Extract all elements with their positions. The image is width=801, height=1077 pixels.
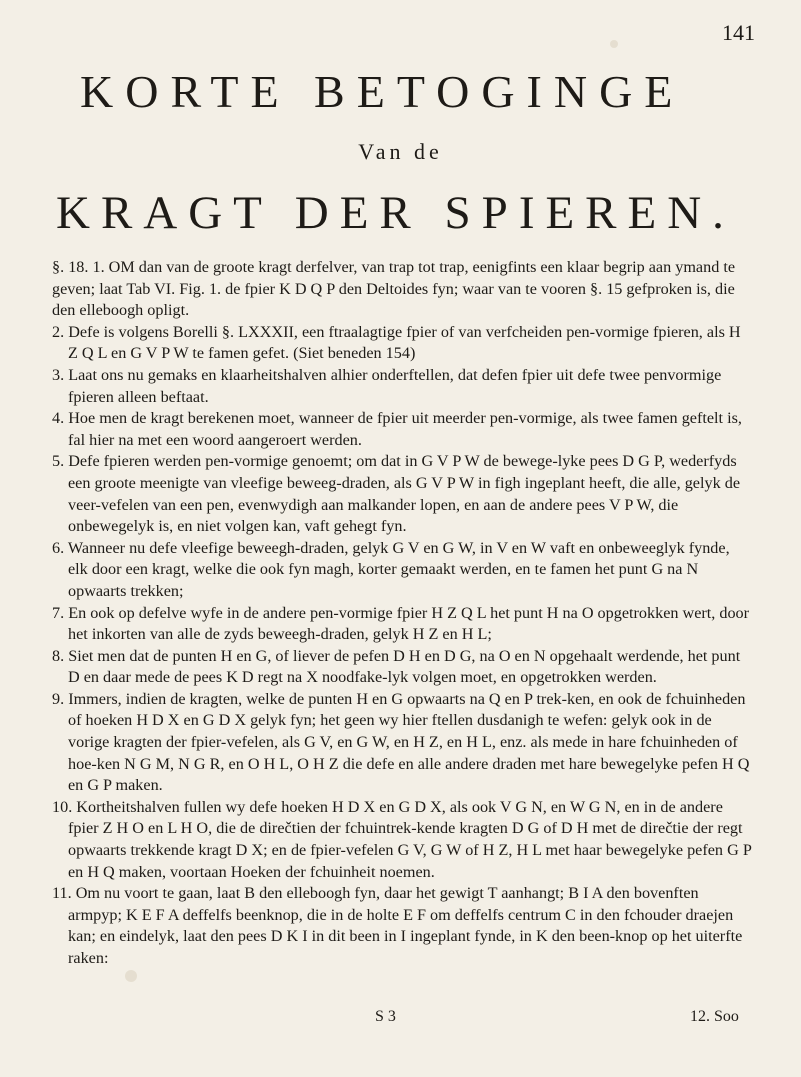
paragraph-number: 4. <box>52 409 69 428</box>
paragraph-text: Kortheitshalven fullen wy defe hoeken H D X en G D X, als ook V G N, en W G N, en in de andere fpier Z H O en L H O, die de direčtien der fchuintrek-kende kragten D G of D H met de direčtie der regt opwaarts trekkende kragt D X; en de fpier-vefelen G V, G W of H Z, H L met haar bewegelyke pefen G P en H Q maken, voortaan Hoeken der fchuinheit noemen. <box>68 797 752 881</box>
paragraph <box>52 408 752 451</box>
page-number: 141 <box>722 20 755 45</box>
paragraph-number: 6. <box>52 538 68 557</box>
paragraph-text: Wanneer nu defe vleefige beweegh-draden, gelyk G V en G W, in V en W vaft en onbeweeglyk fynde, elk door een kragt, welke die ook fyn magh, korter gemaakt werden, en te famen het punt G na N opwaarts trekken; <box>67 538 730 600</box>
paragraph-number: 2. <box>52 322 69 341</box>
paragraph <box>52 603 752 646</box>
signature-mark: S 3 <box>375 1008 396 1025</box>
paragraph-number: 11. <box>52 884 76 903</box>
catchword: 12. Soo <box>690 1008 739 1025</box>
page-subtitle: KRAGT DER SPIEREN. <box>56 187 735 239</box>
paragraph-number: 8. <box>52 646 69 665</box>
paragraph-number: 7. <box>52 603 69 622</box>
paragraph-text: Defe is volgens Borelli §. LXXXII, een ftraalagtige fpier of van verfcheiden pen-vormige fpieren, als H Z Q L en G V P W te famen gefet. (Siet beneden 154) <box>68 322 741 363</box>
paragraph-text: Om nu voort te gaan, laat B den elleboogh fyn, daar het gewigt T aanhangt; B I A den bovenften armpyp; K E F A deffelfs beenknop, die in de holte E F om deffelfs centrum C in den fchouder draejen kan; en eindelyk, laat den pees D K I in dit been in I ingeplant fynde, in K den been-knop op het uiterfte raken: <box>68 884 743 967</box>
paragraph-text: Hoe men de kragt berekenen moet, wanneer de fpier uit meerder pen-vormige, als twee famen geftelt is, fal hier na met een woord aangeroert werden. <box>68 409 742 449</box>
paragraph <box>52 365 752 408</box>
title-van: Van de <box>358 139 443 164</box>
paragraph-text: Siet men dat de punten H en G, of liever de pefen D H en D G, na O en N opgehaalt werdende, het punt D en daar mede de pees K D regt na X noodfake-lyk volgen moet, en opgetrokken werden. <box>68 646 741 687</box>
paragraph <box>52 538 752 603</box>
page-title: KORTE BETOGINGE <box>80 66 685 117</box>
paper-stain <box>610 40 618 48</box>
paragraph-number: 10. <box>52 797 77 816</box>
paragraph-text: OM dan van de groote kragt derfelver, van trap tot trap, eenigfints een klaar begrip aan ymand te geven; laat Tab VI. Fig. 1. de fpier K D Q P den Deltoides fyn; waar van te vooren §. 15 gefproken is, die den elleboogh opligt. <box>52 258 736 320</box>
paragraph <box>52 257 752 322</box>
paragraph <box>52 797 752 883</box>
paragraph-text: En ook op defelve wyfe in de andere pen-vormige fpier H Z Q L het punt H na O opgetrokken wert, door het inkorten van alle de zyds beweegh-draden, gelyk H Z en H L; <box>68 603 750 644</box>
paragraph <box>52 689 752 797</box>
paragraph <box>52 322 752 365</box>
paragraph <box>52 883 752 969</box>
paragraph-text: Defe fpieren werden pen-vormige genoemt; om dat in G V P W de bewege-lyke pees D G P, wederfyds een groote meenigte van vleefige beweeg-draden, als G V P W in figh ingeplant heeft, die alle, gelyk de veer-vefelen van een pen, evenwydigh aan malkander lopen, en aan de andere pees V P W, die onbewegelyk is, en niet volgen kan, vaft gehegt fyn. <box>68 452 741 536</box>
body-text <box>52 257 752 970</box>
paragraph-number: 3. <box>52 365 69 384</box>
paragraph <box>52 451 752 537</box>
paragraph-number: §. 18. 1. <box>52 258 109 276</box>
paragraph-number: 9. <box>52 689 69 708</box>
paragraph-text: Immers, indien de kragten, welke de punten H en G opwaarts na Q en P trek-ken, en ook de fchuinheden of hoeken H D X en G D X gelyk fyn; het geen wy hier ftellen dusdanigh te wefen: gelyk ook in de vorige kragten der fpier-vefelen, als G V, en G W, en H Z, en H L, enz. als mede in hare fchuinheden of hoe-ken N G M, N G R, en O H L, O H Z die defe en alle andere draden met hare bewegelyke pefen H Q en G P maken. <box>68 689 750 795</box>
paragraph <box>52 646 752 689</box>
paragraph-number: 5. <box>52 452 69 471</box>
paper-stain <box>125 970 137 982</box>
paragraph-text: Laat ons nu gemaks en klaarheitshalven alhier onderftellen, dat defen fpier uit defe twee penvormige fpieren alleen beftaat. <box>68 365 722 406</box>
